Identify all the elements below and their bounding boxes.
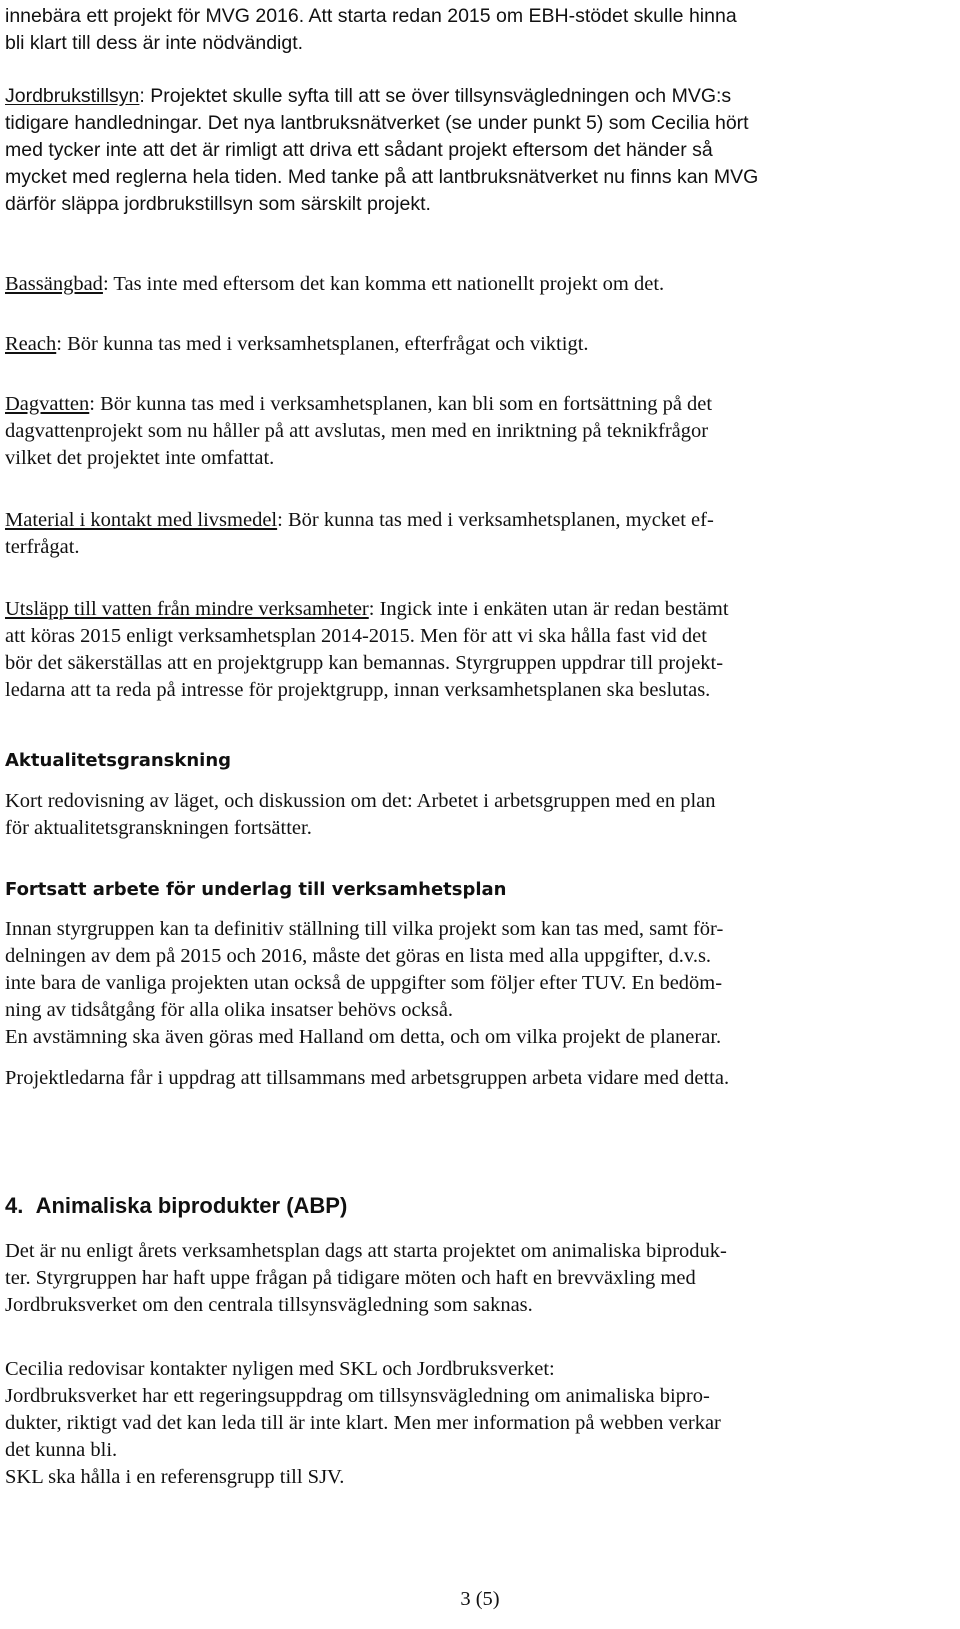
intro-line-2: bli klart till dess är inte nödvändigt.: [5, 32, 304, 54]
intro-paragraph: [5, 3, 955, 57]
aktualitet-heading: Aktualitetsgranskning: [5, 750, 232, 771]
fortsatt-paragraph: Innan styrgruppen kan ta definitiv ställning till vilka projekt som kan tas med, samt för- delningen av dem på 2015 och 2016, måste det göras en lista med alla uppgifter, d.v.s. inte bara de vanliga projekten utan också de uppgifter som följer efter TUV. En bedöm- ning av tidsåtgång för alla olika insatser behövs också. En avstämning ska även göras med Halland om detta, och om vilka projekt de planerar.: [5, 918, 724, 1048]
aktualitet-paragraph: Kort redovisning av läget, och diskussion om det: Arbetet i arbetsgruppen med en plan för aktualitetsgranskningen fortsätter.: [5, 790, 716, 839]
dagvatten-label: Dagvatten: [5, 393, 90, 415]
intro-line-1: innebära ett projekt för MVG 2016. Att starta redan 2015 om EBH-stödet skulle hinna: [5, 5, 737, 27]
utslapp-paragraph: Utsläpp till vatten från mindre verksamheter: Ingick inte i enkäten utan är redan bestämt att köras 2015 enligt verksamhetsplan 2014-2015. Men för att vi ska hålla fast vid det bör det säkerställas att en projektgrupp kan bemannas. Styrgruppen uppdrar till projekt- ledarna att ta reda på intresse för projektgrupp, innan verksamhetsplanen ska beslutas.: [5, 598, 729, 701]
section-number: 4.: [5, 1193, 24, 1218]
abp-paragraph-1: Det är nu enligt årets verksamhetsplan dags att starta projektet om animaliska biproduk- ter. Styrgruppen har haft uppe frågan på tidigare möten och haft en brevväxling med Jordbruksverket om den centrala tillsynsvägledning som saknas.: [5, 1240, 727, 1316]
section-title: Animaliska biprodukter (ABP): [35, 1193, 348, 1218]
utslapp-label: Utsläpp till vatten från mindre verksamheter: [5, 598, 369, 620]
section-4-heading: [5, 1192, 347, 1220]
reach-paragraph: Reach: Bör kunna tas med i verksamhetsplanen, efterfrågat och viktigt.: [5, 333, 589, 355]
dagvatten-paragraph: Dagvatten: Bör kunna tas med i verksamhetsplanen, kan bli som en fortsättning på det dagvattenprojekt som nu håller på att avslutas, men med en inriktning på teknikfrågor vilket det projektet inte omfattat.: [5, 393, 713, 469]
fortsatt-closing: Projektledarna får i uppdrag att tillsammans med arbetsgruppen arbeta vidare med detta.: [5, 1067, 730, 1089]
bassangbad-label: Bassängbad: [5, 273, 103, 295]
jordbrukstillsyn-label: Jordbrukstillsyn: [5, 85, 140, 107]
material-label: Material i kontakt med livsmedel: [5, 509, 278, 531]
reach-label: Reach: [5, 333, 57, 355]
jordbrukstillsyn-paragraph: Jordbrukstillsyn: Projektet skulle syfta till att se över tillsynsvägledningen och MVG:s tidigare handledningar. Det nya lantbruksnätverket (se under punkt 5) som Cecilia hört med tycker inte att det är rimligt att driva ett sådant projekt eftersom det händer så mycket med reglerna hela tiden. Med tanke på att lantbruksnätverket nu finns kan MVG därför släppa jordbrukstillsyn som särskilt projekt.: [5, 85, 759, 215]
bassangbad-paragraph: Bassängbad: Tas inte med eftersom det kan komma ett nationellt projekt om det.: [5, 273, 665, 295]
material-paragraph: Material i kontakt med livsmedel: Bör kunna tas med i verksamhetsplanen, mycket ef- terfrågat.: [5, 509, 714, 558]
fortsatt-heading: Fortsatt arbete för underlag till verksamhetsplan: [5, 879, 507, 900]
page-number: 3 (5): [460, 1588, 500, 1610]
abp-paragraph-2: Cecilia redovisar kontakter nyligen med SKL och Jordbruksverket: Jordbruksverket har ett regeringsuppdrag om tillsynsvägledning om animaliska bipro- dukter, riktigt vad det kan leda till är inte klart. Men mer information på webben verkar det kunna bli. SKL ska hålla i en referensgrupp till SJV.: [5, 1358, 721, 1488]
